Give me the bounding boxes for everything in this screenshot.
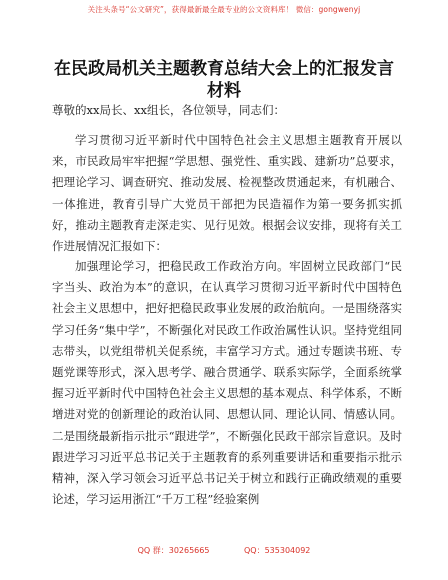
footer-qq-group: QQ 群：30265665 — [137, 546, 210, 555]
paragraph-intro: 学习贯彻习近平新时代中国特色社会主义思想主题教育开展以来，市民政局牢牢把握“学思想、强党性、重实践、建新功”总要求，把理论学习、调查研究、推动发展、检视整改贯通起来，有机融合、一体推进，教育引导广大党员干部把为民造福作为第一要务抓实抓好，推动主题教育走深走实、见行见效。根据会议安排，现将有关工作进展情况汇报如下： — [52, 133, 402, 254]
paragraph-theory-study: 加强理论学习，把稳民政工作政治方向。牢固树立民政部门“民字当头、政治为本”的意识，在认真学习贯彻习近平新时代中国特色社会主义思想中，把好把稳民政事业发展的政治航向。一是围绕落实学习任务“集中学”，不断强化对民政工作政治属性认识。坚持党组同志带头，以党组带机关促系统，丰富学习方式。通过专题读书班、专题党课等形式，深入思考学、融合贯通学、联系实际学，全面系统掌握习近平新时代中国特色社会主义思想的基本观点、科学体系，不断增进对党的创新理论的政治认同、思想认同、理论认同、情感认同。二是围绕最新指示批示“跟进学”，不断强化民政干部宗旨意识。及时跟进学习习近平总书记关于主题教育的系列重要讲话和重要指示批示精神，深入学习领会习近平总书记关于树立和践行正确政绩观的重要论述，学习运用浙江“千万工程”经验案例 — [52, 259, 402, 507]
document-title: 在民政局机关主题教育总结大会上的汇报发言材料 — [54, 59, 394, 101]
footer-qq: QQ：535304092 — [244, 546, 311, 555]
header-banner: 关注头条号“公文研究”，获得最新最全最专业的公文资料库！ 微信：gongwenyj — [87, 5, 361, 14]
greeting: 尊敬的xx局长、xx组长，各位领导，同志们： — [52, 103, 285, 117]
footer-contact — [0, 545, 448, 556]
